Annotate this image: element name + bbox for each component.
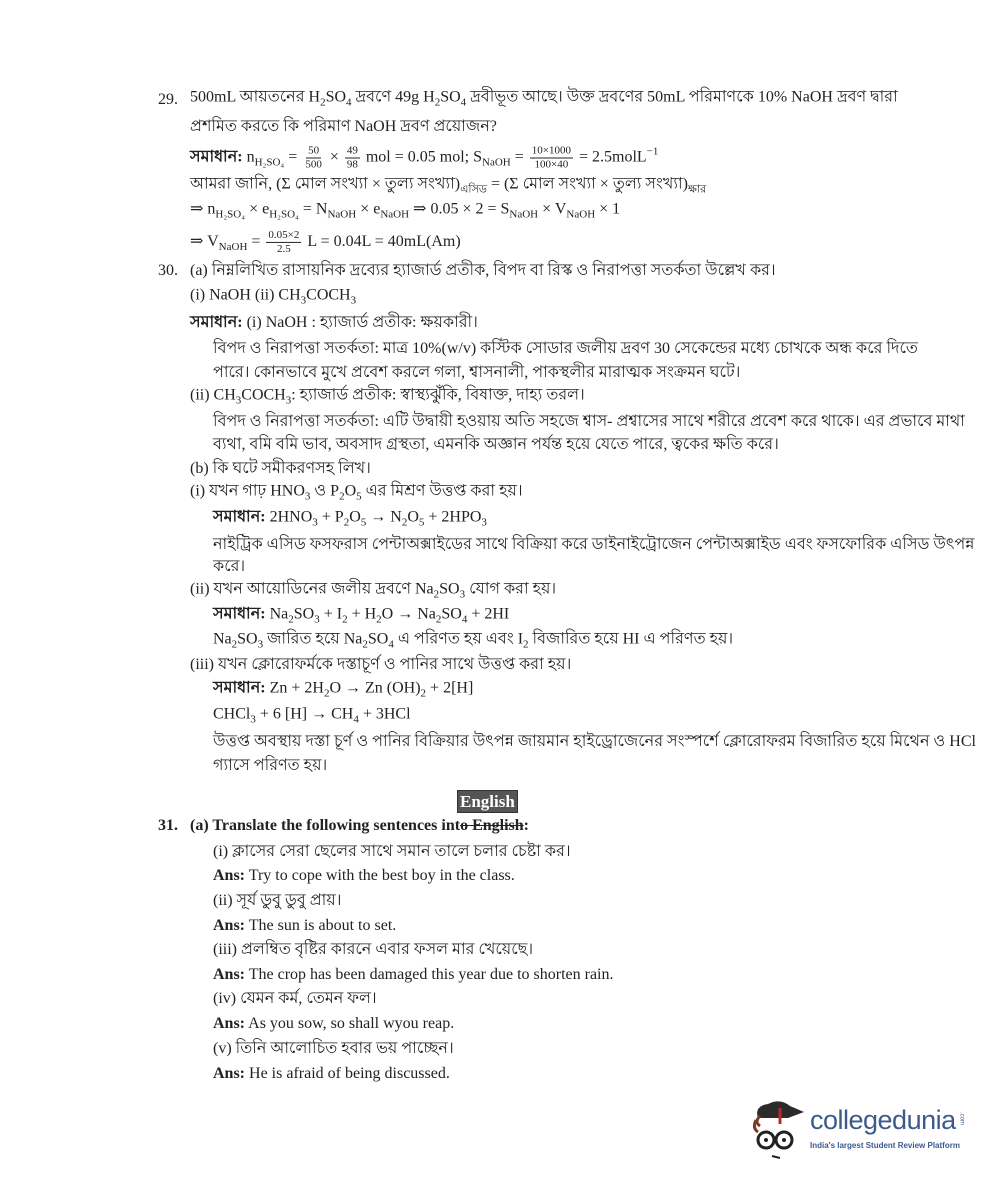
text-segment: (iii) যখন ক্লোরোফর্মকে দস্তাচূর্ণ ও পানির সাথে উত্তপ্ত করা হয়। — [190, 656, 572, 673]
text-segment: (i) ক্লাসের সেরা ছেলের সাথে সমান তালে চলার চেষ্টা কর। — [213, 843, 571, 860]
subscript: 2 — [342, 613, 348, 626]
bold-label: Ans: — [213, 917, 246, 934]
text-segment: The sun is about to set. — [245, 917, 397, 934]
subscript: 4 — [461, 613, 468, 626]
bold-label: সমাধান: — [213, 508, 270, 526]
text-line — [213, 916, 396, 936]
text-line — [213, 339, 918, 359]
text-segment: (b) কি ঘটে সমীকরণসহ লিখ। — [190, 460, 371, 477]
superscript: −1 — [646, 145, 659, 158]
text-segment: ⇒ n — [190, 200, 216, 218]
subscript: 4 — [346, 96, 352, 109]
text-segment: দ্রবণে 49g H — [351, 88, 435, 106]
text-segment: ⇒ 0.05 × 2 = S — [409, 200, 510, 218]
text-line — [213, 679, 473, 704]
section-badge-english: English — [457, 790, 518, 813]
text-segment: (v) তিনি আলোচিত হবার ভয় পাচ্ছেন। — [213, 1040, 454, 1057]
text-line — [190, 175, 706, 200]
fraction — [303, 144, 324, 171]
text-segment: (iii) প্রলম্বিত বৃষ্টির কারনে এবার ফসল মার খেয়েছে। — [213, 941, 534, 958]
subscript: 3 — [459, 588, 466, 601]
subscript: 3 — [304, 490, 311, 503]
text-line — [190, 459, 371, 479]
text-line — [190, 580, 556, 605]
text-segment: (ii) যখন আয়োডিনের জলীয় দ্রবণে Na — [190, 580, 434, 598]
text-segment: → N — [366, 508, 402, 526]
text-segment: O → Zn (OH) — [329, 679, 421, 697]
subscript: 4 — [388, 638, 394, 651]
denominator: 2.5 — [277, 242, 291, 255]
subscript: 4 — [460, 96, 467, 109]
subscript: 3 — [312, 516, 318, 529]
text-segment: + 3HCl — [358, 705, 411, 723]
text-line — [213, 630, 733, 655]
text-segment: করে। — [213, 558, 246, 575]
bold-label: সমাধান: — [213, 679, 270, 697]
text-segment: O — [349, 508, 361, 526]
text-segment: পারে। কোনভাবে মুখে প্রবেশ করলে গলা, শ্বাসনালী, পাকস্থলীর মারাত্মক সংক্রমন ঘটে। — [213, 364, 741, 381]
fraction — [266, 229, 301, 256]
subscript: 3 — [257, 638, 264, 651]
text-line — [213, 363, 740, 383]
text-line — [213, 1039, 454, 1059]
text-line — [213, 535, 974, 555]
text-segment: SO — [367, 630, 389, 648]
subscript: ক্ষার — [687, 183, 707, 196]
subscript: H₂SO₄ — [215, 208, 246, 221]
text-segment: + 2[H] — [426, 679, 474, 697]
numerator: 10×1000 — [531, 144, 571, 157]
text-segment: ব্যথা, বমি বমি ভাব, অবসাদ গ্রস্থতা, এমনকি অজ্ঞান পর্যন্ত হয়ে যেতে পারে, ত্বকের ক্ষতি করে। — [213, 436, 779, 453]
text-segment: + P — [317, 508, 344, 526]
text-segment: + H — [347, 605, 377, 623]
text-segment: আমরা জানি, (Σ মোল সংখ্যা × তুল্য সংখ্যা) — [190, 175, 461, 193]
text-segment: (i) NaOH (ii) CH — [190, 286, 301, 304]
subscript: 2 — [320, 96, 326, 109]
subscript: 2 — [433, 588, 440, 601]
text-line — [190, 200, 620, 225]
text-segment: 500mL আয়তনের H — [190, 88, 321, 106]
subscript: 2 — [288, 613, 294, 626]
text-line — [213, 1064, 450, 1084]
subscript: 2 — [401, 516, 408, 529]
bold-label: (a) Translate the following sentences int — [190, 817, 461, 834]
text-segment: Zn + 2H — [269, 679, 324, 697]
subscript: 2 — [420, 687, 427, 700]
text-line — [213, 705, 411, 730]
question-number: 31. — [158, 817, 178, 834]
text-segment: (iv) যেমন কর্ম, তেমন ফল। — [213, 990, 377, 1007]
subscript: 2 — [523, 638, 529, 651]
subscript: H₂SO₄ — [269, 208, 299, 221]
text-segment: (ii) CH — [190, 386, 236, 404]
text-segment: He is afraid of being discussed. — [245, 1065, 450, 1082]
text-segment: + 2HPO — [424, 508, 482, 526]
text-segment: × V — [538, 200, 567, 218]
text-segment: × e — [245, 200, 270, 218]
text-segment: mol = 0.05 mol; S — [361, 148, 482, 166]
bold-label: Ans: — [213, 867, 246, 884]
subscript: 3 — [481, 516, 487, 529]
text-segment: SO — [441, 605, 462, 623]
text-segment: SO — [237, 630, 258, 648]
text-segment: এ পরিণত হয় এবং I — [393, 630, 524, 648]
text-segment: COCH — [241, 386, 286, 404]
text-segment: + 2HI — [467, 605, 510, 623]
subscript: H₂SO₄ — [254, 156, 285, 169]
text-segment: O — [344, 482, 357, 500]
text-segment: × — [325, 148, 343, 166]
text-segment: × e — [356, 200, 381, 218]
subscript: 2 — [376, 613, 382, 626]
text-segment: L = 0.04L = 40mL(Am) — [303, 233, 461, 251]
text-segment: গ্যাসে পরিণত হয়। — [213, 757, 328, 774]
text-line — [190, 261, 776, 281]
text-line — [190, 313, 478, 333]
subscript: NaOH — [509, 208, 539, 221]
subscript: 3 — [285, 394, 292, 407]
text-segment: (i) NaOH : হ্যাজার্ড প্রতীক: ক্ষয়কারী। — [246, 314, 478, 331]
question-number: 30. — [158, 262, 178, 279]
subscript: 3 — [235, 394, 242, 407]
bold-label: Ans: — [213, 1065, 246, 1082]
subscript: 2 — [323, 687, 330, 700]
subscript: এসিড — [460, 183, 487, 196]
text-segment: দ্রবীভূত আছে। উক্ত দ্রবণের 50mL পরিমাণকে 10% NaOH দ্রবণ দ্বারা — [466, 88, 898, 106]
text-line — [213, 557, 245, 577]
subscript: 5 — [356, 490, 362, 503]
text-segment: o English — [460, 817, 524, 834]
text-line — [213, 508, 487, 533]
text-segment: বিপদ ও নিরাপত্তা সতর্কতা: মাত্র 10%(w/v) কস্টিক সোডার জলীয় দ্রবণ 30 সেকেন্ডের মধ্যে চোখকে অন্ধ করে দিতে — [213, 340, 918, 357]
text-segment: ⇒ V — [190, 233, 219, 251]
denominator: 500 — [305, 158, 322, 171]
subscript: 2 — [231, 638, 238, 651]
text-segment: নাইট্রিক এসিড ফসফরাস পেন্টাঅক্সাইডের সাথে বিক্রিয়া করে ডাইনাইট্রোজেন পেন্টাঅক্সাইড এবং ফসফোরিক এসিড উৎপন্ন — [213, 536, 975, 553]
text-segment: Na — [269, 605, 289, 623]
text-line — [190, 816, 529, 836]
text-segment: 2HNO — [269, 508, 313, 526]
text-segment: = — [284, 148, 302, 166]
text-segment: SO — [440, 88, 461, 106]
bold-label: সমাধান: — [190, 314, 247, 331]
text-line — [213, 605, 509, 630]
text-segment: × 1 — [595, 200, 621, 218]
text-line — [213, 732, 976, 752]
text-segment: (i) যখন গাঢ় HNO — [190, 482, 305, 500]
text-line — [213, 412, 965, 432]
subscript: 2 — [343, 516, 350, 529]
text-segment: + I — [319, 605, 343, 623]
question-number: 29. — [158, 91, 178, 108]
text-segment: = — [510, 148, 528, 166]
subscript: 5 — [360, 516, 367, 529]
mascot-icon — [750, 1098, 806, 1160]
text-segment: CHCl — [213, 705, 251, 723]
text-line — [190, 117, 497, 137]
text-segment: = 2.5molL — [574, 148, 647, 166]
subscript: 3 — [350, 294, 357, 307]
denominator: 98 — [346, 158, 358, 171]
subscript: 2 — [362, 638, 368, 651]
text-line — [190, 229, 461, 257]
text-segment: As you sow, so shall wyou reap. — [245, 1015, 455, 1032]
subscript: 4 — [353, 713, 359, 726]
text-segment: + 6 [H] → CH — [255, 705, 354, 723]
logo-wordmark: collegedunia — [810, 1105, 956, 1135]
bold-label: সমাধান: — [213, 605, 270, 623]
bold-label: Ans: — [213, 1015, 246, 1032]
text-segment: : হ্যাজার্ড প্রতীক: স্বাস্থ্যঝুঁকি, বিষাক্ত, দাহ্য তরল। — [291, 386, 585, 404]
text-line — [190, 88, 898, 113]
fraction — [345, 144, 360, 171]
text-segment: এর মিশ্রণ উত্তপ্ত করা হয়। — [361, 482, 523, 500]
denominator: 100×40 — [534, 158, 569, 171]
text-segment: (a) নিম্নলিখিত রাসায়নিক দ্রব্যের হ্যাজার্ড প্রতীক, বিপদ বা রিস্ক ও নিরাপত্তা সতর্কতা উল্লেখ কর। — [190, 262, 776, 279]
logo-suffix: .com — [958, 1112, 965, 1126]
numerator: 0.05×2 — [268, 228, 300, 241]
text-line — [213, 756, 327, 776]
text-segment: = N — [298, 200, 328, 218]
text-segment: বিপদ ও নিরাপত্তা সতর্কতা: এটি উদ্বায়ী হওয়ায় অতি সহজে শ্বাস- প্রশ্বাসের সাথে শরীরে প্রবেশ করে থাকে। এর প্রভাবে মাথা — [213, 413, 965, 430]
logo-tagline: India's largest Student Review Platform — [810, 1141, 960, 1150]
numerator: 50 — [308, 144, 320, 157]
text-line — [190, 482, 523, 507]
text-line — [190, 655, 571, 675]
subscript: 2 — [435, 613, 442, 626]
fraction — [530, 144, 573, 171]
text-segment: = (Σ মোল সংখ্যা × তুল্য সংখ্যা) — [486, 175, 688, 193]
text-segment: যোগ করা হয়। — [465, 580, 557, 598]
text-segment: ও P — [310, 482, 340, 500]
bold-label: Ans: — [213, 966, 246, 983]
subscript: 2 — [339, 490, 345, 503]
text-segment: প্রশমিত করতে কি পরিমাণ NaOH দ্রবণ প্রয়োজন? — [190, 118, 497, 135]
text-segment: O — [407, 508, 419, 526]
subscript: NaOH — [482, 156, 511, 169]
text-segment: The crop has been damaged this year due to shorten rain. — [245, 966, 614, 983]
logo-brand — [810, 1104, 965, 1152]
text-segment: Try to cope with the best boy in the class. — [245, 867, 515, 884]
text-line — [190, 386, 585, 411]
text-segment: COCH — [306, 286, 351, 304]
text-line — [213, 435, 779, 455]
text-segment: SO — [439, 580, 460, 598]
text-line — [213, 891, 341, 911]
logo-wordrow — [810, 1104, 965, 1136]
text-line — [190, 142, 658, 173]
subscript: 2 — [434, 96, 441, 109]
subscript: NaOH — [380, 208, 410, 221]
subscript: 3 — [300, 294, 307, 307]
text-segment: = — [247, 233, 265, 251]
text-line — [213, 1014, 454, 1034]
text-segment: Na — [213, 630, 232, 648]
text-line — [213, 965, 613, 985]
subscript: NaOH — [566, 208, 596, 221]
text-line — [213, 842, 571, 862]
collegedunia-logo[interactable] — [748, 1096, 1003, 1166]
bold-label: সমাধান: — [190, 148, 247, 166]
text-segment: SO — [325, 88, 347, 106]
subscript: 3 — [250, 713, 256, 726]
numerator: 49 — [346, 144, 358, 157]
subscript: 5 — [418, 516, 425, 529]
text-segment: জারিত হয়ে Na — [263, 630, 363, 648]
text-segment: SO — [293, 605, 315, 623]
subscript: NaOH — [327, 208, 357, 221]
bold-label: : — [523, 817, 529, 834]
text-segment: (ii) সূর্য ডুবু ডুবু প্রায়। — [213, 892, 342, 909]
text-segment: বিজারিত হয়ে HI এ পরিণত হয়। — [528, 630, 734, 648]
text-line — [213, 866, 515, 886]
text-segment: উত্তপ্ত অবস্থায় দস্তা চূর্ণ ও পানির বিক্রিয়ার উৎপন্ন জায়মান হাইড্রোজেনের সংস্পর্শে ক্লোরোফরম বিজারিত হয়ে মিথেন ও HCl — [213, 733, 976, 750]
text-line — [213, 989, 377, 1009]
subscript: NaOH — [218, 241, 248, 254]
text-segment: n — [246, 148, 255, 166]
text-segment: O → Na — [381, 605, 436, 623]
text-line — [190, 286, 356, 311]
text-line — [213, 940, 533, 960]
subscript: 3 — [314, 613, 320, 626]
